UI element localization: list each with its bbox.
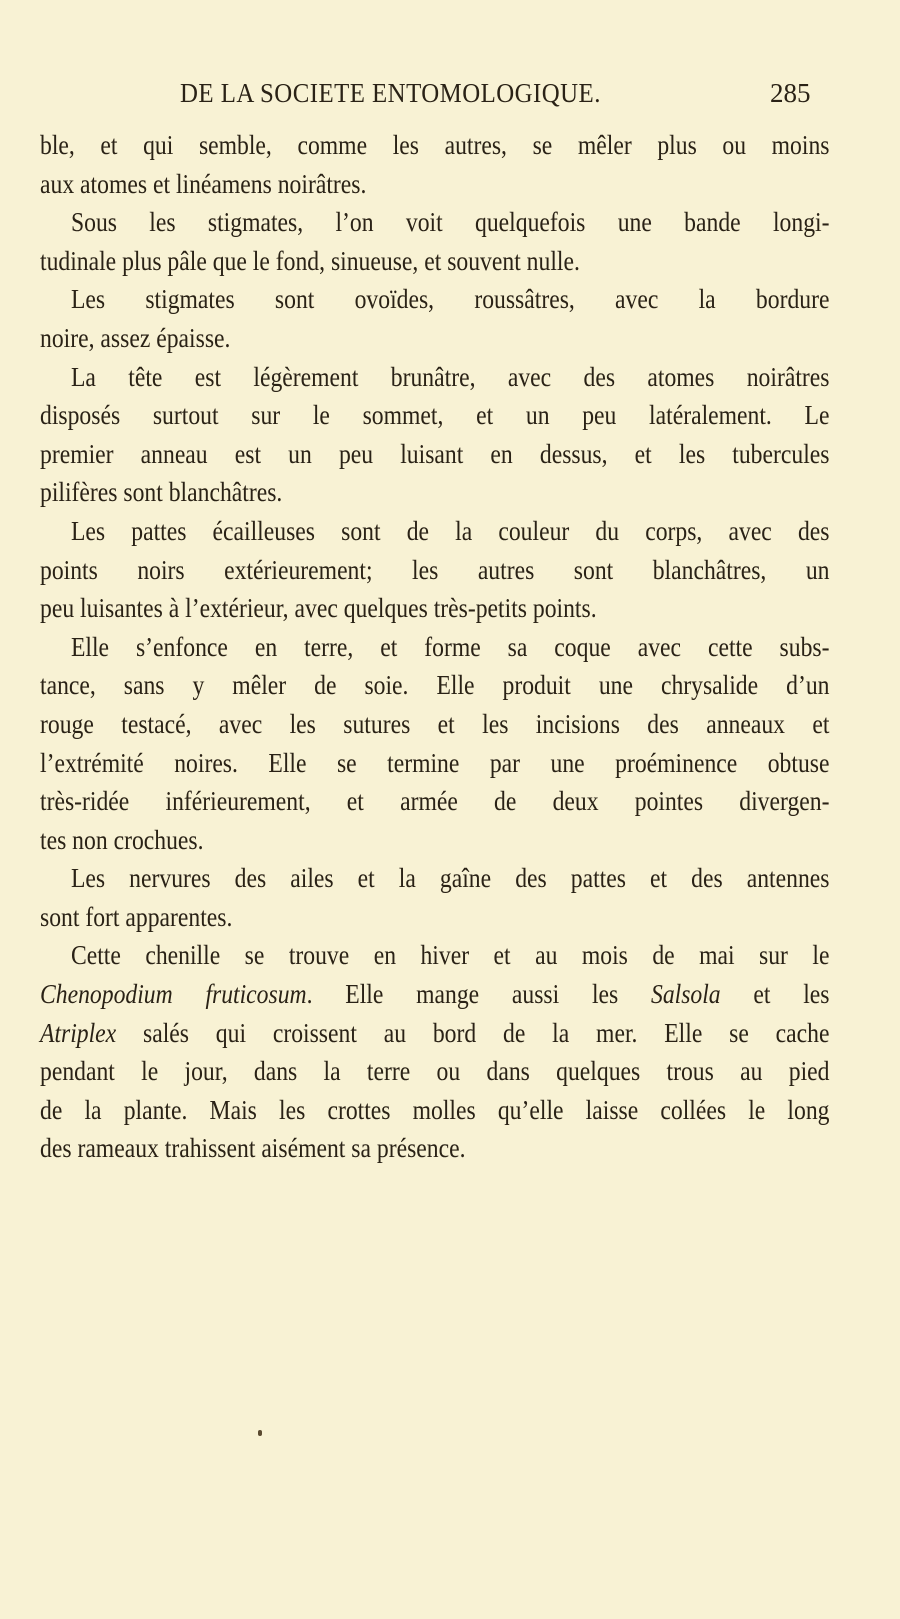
text-line: pilifères sont blanchâtres. [40,476,283,508]
text-line: disposés surtout sur le sommet, et un peu latéralement. Le [40,399,830,431]
text-line: de la plante. Mais les crottes molles qu’elle laisse collées le long [40,1093,830,1125]
text-line: tudinale plus pâle que le fond, sinueuse, et souvent nulle. [40,244,580,276]
text-line: ble, et qui semble, comme les autres, se mêler plus ou moins [40,129,830,160]
italic-term: Atriplex [40,1016,117,1048]
text-line [40,975,829,1014]
ink-speck [258,1430,262,1436]
text-line: Sous les stigmates, l’on voit quelquefois une bande longi- [70,206,830,238]
text-line: tance, sans y mêler de soie. Elle produit une chrysalide d’un [40,669,830,701]
text-line: Les pattes écailleuses sont de la couleur du corps, avec des [70,514,830,546]
text-line: aux atomes et linéamens noirâtres. [40,167,367,199]
text-line: Cette chenille se trouve en hiver et au mois de mai sur le [70,939,830,971]
italic-term: Chenopodium fruticosum [40,978,307,1010]
text-line: premier anneau est un peu luisant en dessus, et les tubercules [40,437,830,469]
text-line: La tête est légèrement brunâtre, avec des atomes noirâtres [70,360,830,392]
italic-term: Salsola [650,978,721,1010]
page-header [0,78,900,118]
text-line: sont fort apparentes. [40,900,233,932]
text-line: des rameaux trahissent aisément sa présence. [40,1132,466,1164]
text-line: peu luisantes à l’extérieur, avec quelques très-petits points. [40,592,597,624]
text-line [40,1014,829,1053]
text-run: et les [720,978,830,1010]
text-line: très-ridée inférieurement, et armée de deux pointes divergen- [40,785,830,817]
text-line: Elle s’enfonce en terre, et forme sa coque avec cette subs- [70,630,830,662]
page-number: 285 [770,78,811,108]
text-line: l’extrémité noires. Elle se termine par une proéminence obtuse [40,746,830,778]
running-title: DE LA SOCIETE ENTOMOLOGIQUE. [180,78,601,108]
text-line: pendant le jour, dans la terre ou dans quelques trous au pied [40,1055,830,1087]
text-line: noire, assez épaisse. [40,321,231,353]
text-run: salés qui croissent au bord de la mer. Elle se cache [116,1016,830,1048]
text-line: tes non crochues. [40,823,204,855]
body-text [40,126,830,1168]
text-line: rouge testacé, avec les sutures et les incisions des anneaux et [40,707,830,739]
text-line: points noirs extérieurement; les autres sont blanchâtres, un [40,553,830,585]
text-line: Les nervures des ailes et la gaîne des pattes et des antennes [70,862,830,894]
text-line: Les stigmates sont ovoïdes, roussâtres, avec la bordure [70,283,830,315]
text-run: . Elle mange aussi les [306,978,651,1010]
